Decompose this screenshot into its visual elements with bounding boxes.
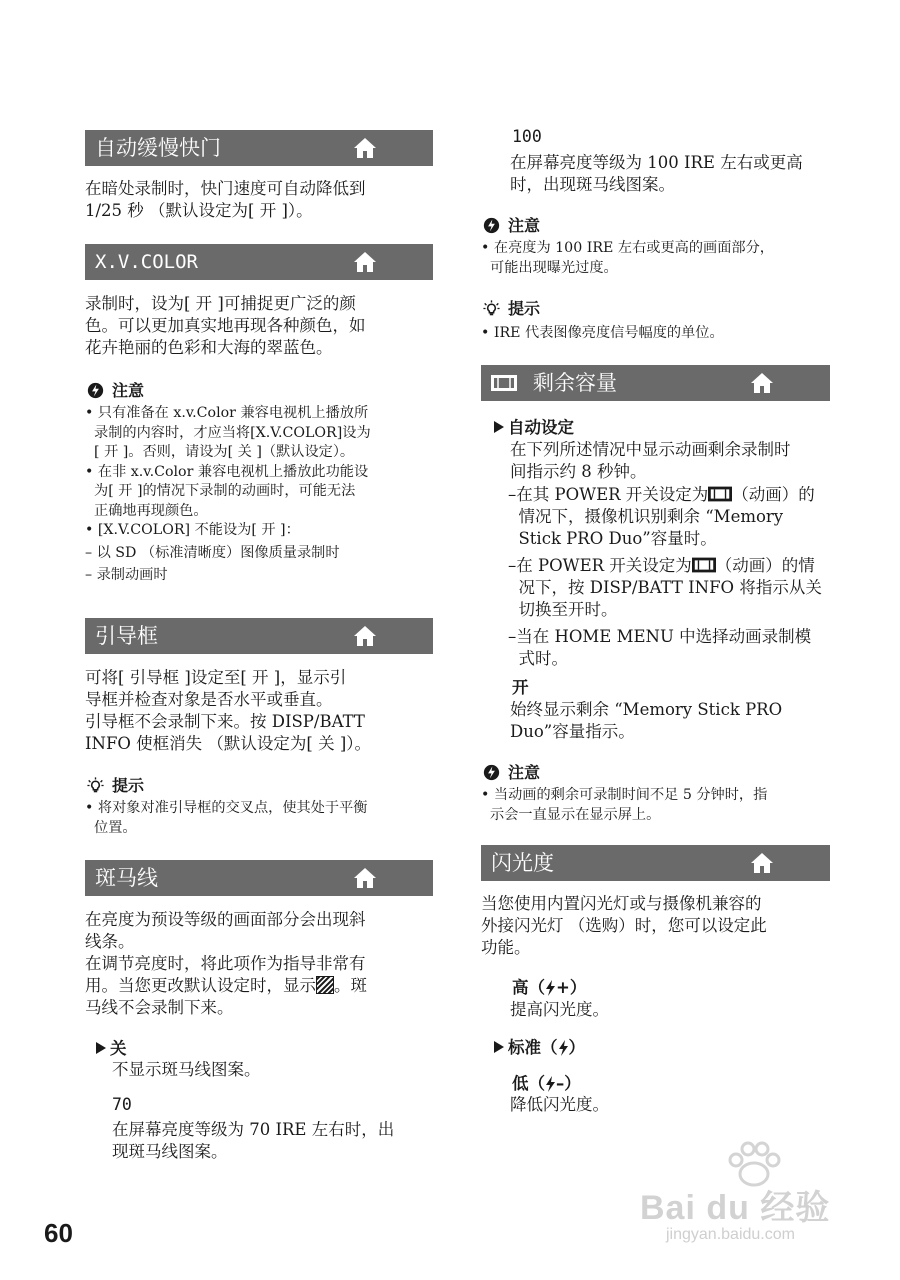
caution-icon [483, 217, 500, 234]
text-line: 间指示约 8 秒钟。 [510, 462, 647, 481]
section-title: 引导框 [95, 624, 158, 648]
note-title: 注意 [508, 216, 541, 235]
text-line: 线条。 [85, 932, 135, 951]
tip-line: • 将对象对准引导框的交叉点，使其处于平衡 [85, 800, 368, 816]
note-line: • 在非 x.v.Color 兼容电视机上播放此功能设 [85, 463, 369, 480]
text-line: 在暗处录制时，快门速度可自动降低到 [85, 179, 366, 198]
text-line: 在下列所述情况中显示动画剩余录制时 [510, 440, 791, 459]
home-icon[interactable] [750, 371, 774, 395]
option-label: 高（ [512, 978, 545, 997]
text-line: 切换至开时。 [508, 600, 618, 619]
option-100-desc [510, 152, 803, 196]
text-line: 功能。 [481, 938, 531, 957]
text-line: Duo”容量指示。 [510, 722, 635, 741]
tip-line: • IRE 代表图像亮度信号幅度的单位。 [481, 325, 724, 341]
zebra-body [85, 909, 367, 1019]
tip-line: 位置。 [85, 819, 137, 836]
text-fragment: 。斑 [334, 976, 367, 995]
flash-icon [545, 980, 556, 996]
option-on: 开 [512, 678, 529, 697]
text-line: 导框并检查对象是否水平或垂直。 [85, 690, 333, 709]
text-line: 马线不会录制下来。 [85, 998, 234, 1017]
section-title: X.V.COLOR [95, 251, 198, 273]
note-line: – 以 SD （标准清晰度）图像质量录制时 [85, 544, 340, 561]
note-line: [ 开 ]。否则，请设为[ 关 ]（默认设定）。 [85, 444, 355, 460]
lightbulb-icon [483, 300, 500, 317]
home-icon[interactable] [750, 851, 774, 875]
note-line: • 当动画的剩余可录制时间不足 5 分钟时，指 [481, 787, 768, 803]
default-arrow-icon [96, 1042, 106, 1054]
text-fragment: 用。当您更改默认设定时，显示 [85, 976, 316, 995]
remaining-notes [481, 786, 767, 825]
tip-heading [87, 773, 144, 796]
zebra-notes [481, 239, 774, 278]
option-auto [494, 414, 574, 438]
text-line [508, 555, 822, 577]
option-desc: 降低闪光度。 [510, 1095, 609, 1114]
text-line [85, 975, 367, 997]
note-line: 正确地再现颜色。 [85, 502, 208, 519]
note-heading [483, 213, 540, 236]
film-icon [708, 485, 732, 503]
option-label: +） [556, 978, 587, 997]
option-label: –） [556, 1074, 581, 1093]
section-title: 斑马线 [95, 866, 158, 890]
note-line: • 只有准备在 x.v.Color 兼容电视机上播放所 [85, 405, 369, 421]
auto-desc [510, 439, 791, 483]
text-line: 在亮度为预设等级的画面部分会出现斜 [85, 910, 366, 929]
text-line: 式时。 [508, 649, 568, 668]
option-off [96, 1035, 127, 1059]
note-line: – 录制动画时 [85, 567, 168, 583]
text-line: 时，出现斑马线图案。 [510, 175, 675, 194]
section-header-xvcolor [85, 244, 433, 280]
text-line: INFO 使框消失 （默认设定为[ 关 ]）。 [85, 734, 372, 753]
note-line: 为[ 开 ]的情况下录制的动画时，可能无法 [85, 483, 356, 499]
option-label: 低（ [512, 1074, 545, 1093]
option-desc: 不显示斑马线图案。 [112, 1060, 261, 1079]
section-header-guide-frame [85, 618, 433, 654]
text-line: 始终显示剩余 “Memory Stick PRO [510, 700, 783, 719]
section-header-remaining [481, 365, 830, 401]
text-line: Stick PRO Duo”容量时。 [508, 529, 717, 548]
guide-tips [85, 799, 367, 838]
note-title: 注意 [508, 763, 541, 782]
note-heading [87, 378, 144, 401]
option-standard [494, 1034, 585, 1058]
text-line [508, 484, 822, 506]
text-line: 在调节亮度时，将此项作为指导非常有 [85, 954, 366, 973]
text-line: 在屏幕亮度等级为 100 IRE 左右或更高 [510, 153, 803, 172]
home-icon[interactable] [353, 866, 377, 890]
option-high [512, 974, 586, 998]
caution-icon [87, 382, 104, 399]
note-line: 示会一直显示在显示屏上。 [481, 806, 661, 823]
text-line: 可将[ 引导框 ]设定至[ 开 ]，显示引 [85, 668, 347, 687]
default-arrow-icon [494, 1041, 504, 1053]
section-header-zebra [85, 860, 433, 896]
option-desc: 提高闪光度。 [510, 1000, 609, 1019]
flash-body [481, 893, 767, 959]
watermark-brand: Bai du 经验 [640, 1189, 831, 1227]
text-fragment: –在其 POWER 开关设定为 [508, 485, 709, 504]
text-line: 色。可以更加真实地再现各种颜色，如 [85, 316, 366, 335]
note-line: • [X.V.COLOR] 不能设为[ 开 ]： [85, 522, 300, 538]
section-header-auto-slow-shutter [85, 130, 433, 166]
note-line: • 在亮度为 100 IRE 左右或更高的画面部分， [481, 240, 774, 256]
xvcolor-notes [85, 404, 371, 586]
page-number: 60 [44, 1218, 73, 1248]
text-fragment: （动画）的 [732, 485, 815, 504]
text-line: 花卉艳丽的色彩和大海的翠蓝色。 [85, 338, 333, 357]
option-70: 70 [112, 1095, 132, 1114]
text-line: –当在 HOME MENU 中选择动画录制模 [508, 627, 812, 646]
option-label: 标准（ [508, 1038, 558, 1057]
section-header-flash [481, 845, 830, 881]
text-line: 引导框不会录制下来。按 DISP/BATT [85, 712, 365, 731]
tip-title: 提示 [112, 776, 145, 795]
auto-slow-body [85, 178, 366, 222]
option-label: 自动设定 [508, 418, 574, 437]
option-low [512, 1070, 581, 1094]
caution-icon [483, 764, 500, 781]
xvcolor-body [85, 293, 366, 359]
flash-icon [545, 1076, 556, 1092]
zebra-pattern-icon [316, 976, 334, 994]
note-line: 可能出现曝光过度。 [481, 259, 618, 276]
text-line: 外接闪光灯 （选购）时，您可以设定此 [481, 916, 767, 935]
option-100: 100 [512, 127, 542, 146]
text-line: 情况下，摄像机识别剩余 “Memory [508, 507, 784, 526]
section-title: 剩余容量 [533, 371, 617, 395]
text-line: 现斑马线图案。 [112, 1142, 228, 1161]
film-icon [692, 556, 716, 574]
text-fragment: –在 POWER 开关设定为 [508, 556, 692, 575]
watermark-url: jingyan.baidu.com [666, 1226, 795, 1243]
guide-body [85, 667, 371, 755]
lightbulb-icon [87, 777, 104, 794]
text-line: 录制时，设为[ 开 ]可捕捉更广泛的颜 [85, 294, 356, 313]
home-icon[interactable] [353, 250, 377, 274]
note-line: 录制的内容时，才应当将[X.V.COLOR]设为 [85, 424, 371, 441]
option-label: 关 [110, 1039, 127, 1058]
section-title: 闪光度 [491, 851, 554, 875]
text-line: 当您使用内置闪光灯或与摄像机兼容的 [481, 894, 762, 913]
tip-title: 提示 [508, 299, 541, 318]
auto-cases [508, 484, 822, 670]
text-line: 1/25 秒 （默认设定为[ 开 ]）。 [85, 201, 313, 220]
text-fragment: （动画）的情 [715, 556, 815, 575]
watermark [636, 1140, 856, 1260]
note-title: 注意 [112, 381, 145, 400]
tip-heading [483, 296, 540, 319]
home-icon[interactable] [353, 136, 377, 160]
default-arrow-icon [494, 421, 504, 433]
on-desc [510, 699, 782, 743]
home-icon[interactable] [353, 624, 377, 648]
section-title: 自动缓慢快门 [95, 136, 221, 160]
film-icon [491, 374, 517, 392]
note-heading [483, 760, 540, 783]
text-line: 在屏幕亮度等级为 70 IRE 左右时，出 [112, 1120, 395, 1139]
option-label: ） [568, 1038, 585, 1057]
flash-icon [558, 1040, 569, 1056]
option-70-desc [112, 1119, 394, 1163]
text-line: 况下，按 DISP/BATT INFO 将指示从关 [508, 578, 822, 597]
